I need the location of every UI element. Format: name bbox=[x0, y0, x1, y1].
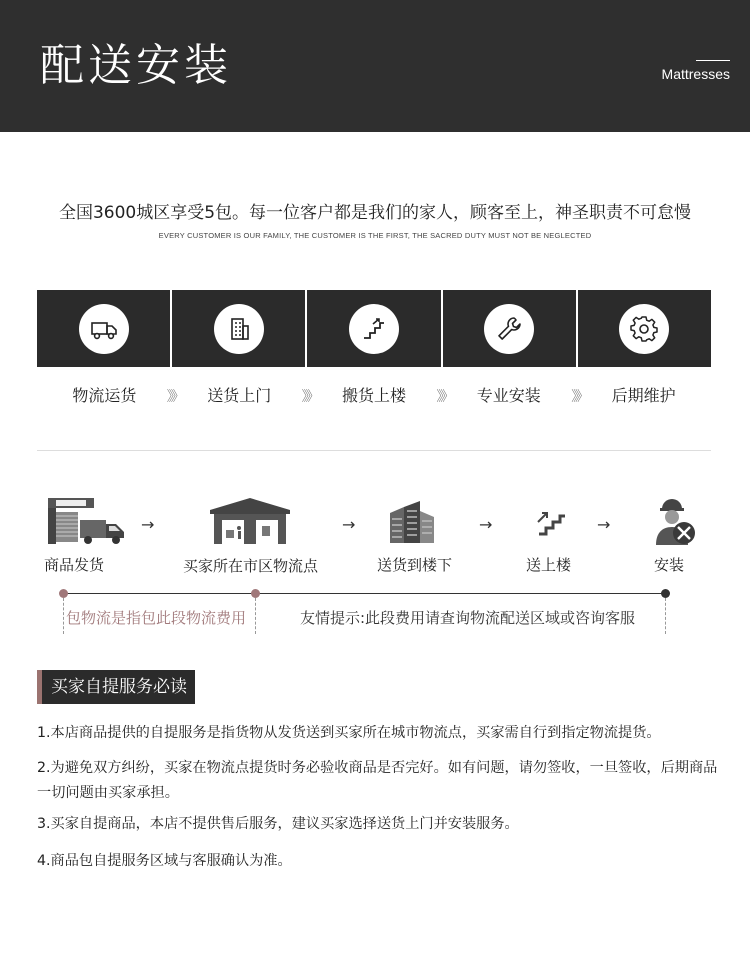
service-step-label: 送货上门 bbox=[207, 386, 272, 405]
pickup-rule: 4.商品包自提服务区域与客服确认为准。 bbox=[37, 853, 292, 869]
chevrons-icon: 》》 bbox=[301, 389, 317, 405]
section-divider bbox=[37, 450, 711, 451]
timeline-dot bbox=[59, 589, 68, 598]
process-label: 安装 bbox=[654, 556, 685, 574]
process-label: 商品发货 bbox=[44, 556, 105, 574]
header-rule bbox=[696, 60, 730, 61]
chevrons-icon: 》》 bbox=[436, 389, 452, 405]
arrow-right-icon: → bbox=[479, 515, 493, 534]
slogan-cn: 全国3600城区享受5包。每一位客户都是我们的家人，顾客至上，神圣职责不可怠慢 bbox=[58, 203, 692, 223]
timeline-dot bbox=[251, 589, 260, 598]
pickup-rule: 1.本店商品提供的自提服务是指货物从发货送到买家所在城市物流点，买家需自行到指定物流提货。 bbox=[37, 725, 661, 741]
pickup-rule: 3.买家自提商品，本店不提供售后服务，建议买家选择送货上门并安装服务。 bbox=[37, 816, 519, 832]
warehouse-truck-icon bbox=[46, 496, 128, 546]
chevrons-icon: 》》 bbox=[166, 389, 182, 405]
stairs-icon bbox=[349, 304, 399, 354]
timeline-line bbox=[63, 593, 666, 594]
pickup-rule: 2.为避免双方纠纷，买家在物流点提货时务必验收商品是否完好。如有问题，请勿签收，一旦签收，后期商品一切问题由买家承担。 bbox=[37, 760, 718, 801]
service-cell-upstairs bbox=[307, 290, 442, 367]
page-title: 配送安装 bbox=[40, 40, 232, 91]
service-steps bbox=[37, 383, 711, 409]
service-step-label: 专业安装 bbox=[476, 386, 541, 405]
gear-icon bbox=[619, 304, 669, 354]
pickup-title-accent bbox=[37, 670, 42, 704]
pickup-section-title: 买家自提服务必读 bbox=[37, 670, 195, 704]
arrow-right-icon: → bbox=[342, 515, 356, 534]
service-icon-strip bbox=[37, 290, 711, 367]
process-label: 送货到楼下 bbox=[377, 556, 453, 574]
header-subtitle: Mattresses bbox=[661, 66, 730, 82]
service-step-label: 物流运货 bbox=[72, 386, 137, 405]
service-step bbox=[307, 383, 452, 409]
timeline-dot bbox=[661, 589, 670, 598]
service-cell-logistics bbox=[37, 290, 172, 367]
timeline-dashed-line bbox=[255, 598, 256, 634]
process-label: 买家所在市区物流点 bbox=[183, 557, 319, 575]
timeline-dashed-line bbox=[63, 598, 64, 634]
installer-icon bbox=[650, 497, 696, 547]
wrench-icon bbox=[484, 304, 534, 354]
process-label: 送上楼 bbox=[526, 556, 572, 574]
service-step-label: 后期维护 bbox=[611, 386, 676, 405]
service-cell-maintenance bbox=[578, 290, 711, 367]
tip-note: 友情提示:此段费用请查询物流配送区域或咨询客服 bbox=[300, 609, 636, 627]
buildings-icon bbox=[388, 499, 438, 545]
service-step bbox=[172, 383, 317, 409]
chevrons-icon: 》》 bbox=[571, 389, 587, 405]
logistics-depot-icon bbox=[208, 496, 292, 546]
timeline-dashed-line bbox=[665, 598, 666, 634]
service-cell-install bbox=[443, 290, 578, 367]
arrow-right-icon: → bbox=[141, 515, 155, 534]
header-banner bbox=[0, 0, 750, 132]
service-step-label: 搬货上楼 bbox=[341, 386, 406, 405]
truck-icon bbox=[79, 304, 129, 354]
service-cell-door bbox=[172, 290, 307, 367]
slogan-en: EVERY CUSTOMER IS OUR FAMILY, THE CUSTOMER IS THE FIRST, THE SACRED DUTY MUST NOT BE NEGLECTED bbox=[158, 231, 592, 240]
arrow-right-icon: → bbox=[597, 515, 611, 534]
service-step bbox=[37, 383, 182, 409]
stairs-up-icon bbox=[535, 508, 567, 536]
service-step bbox=[576, 383, 711, 409]
service-step bbox=[441, 383, 587, 409]
included-note: 包物流是指包此段物流费用 bbox=[66, 609, 247, 627]
building-icon bbox=[214, 304, 264, 354]
